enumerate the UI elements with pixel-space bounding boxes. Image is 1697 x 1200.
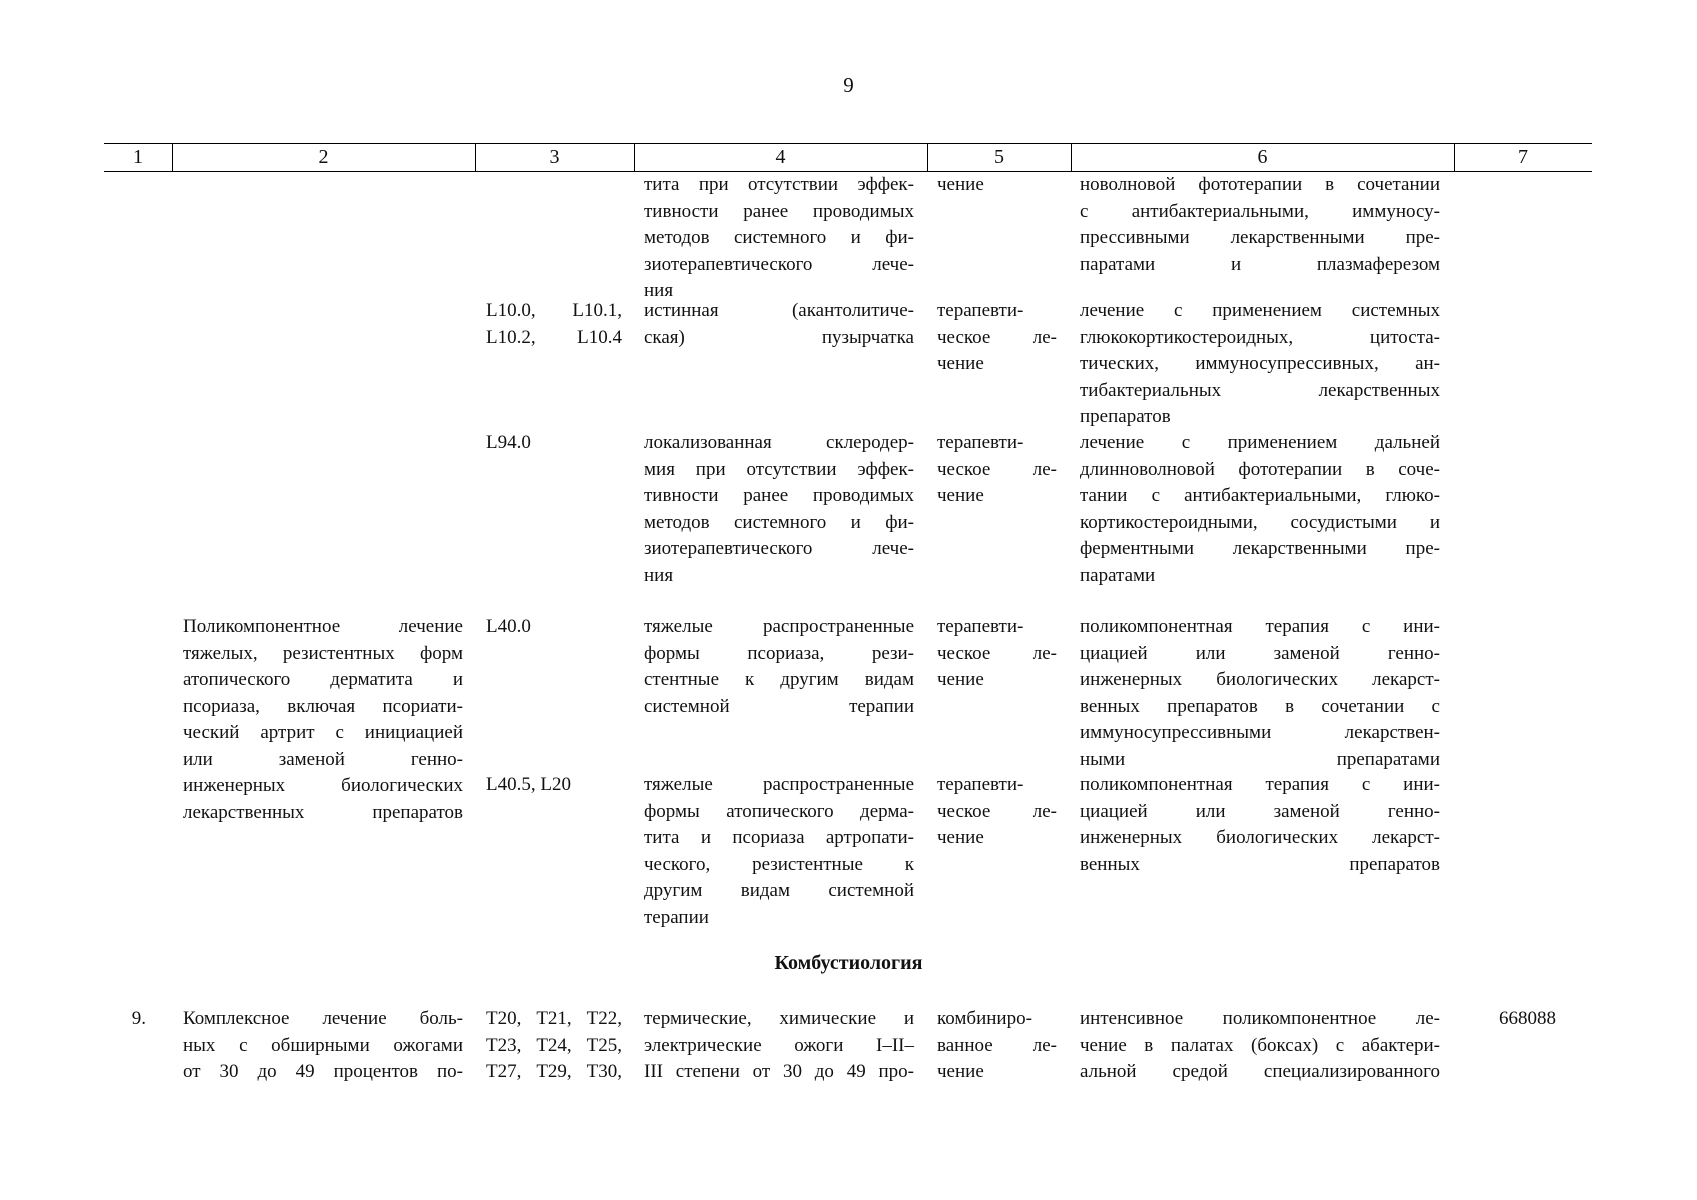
- table-cell-method: поликомпонентная терапия с ини- циацией или заменой генно- инженерных биологических лекарст- венных препаратов: [1080, 774, 1440, 875]
- table-cell-cost: 668088: [1499, 1008, 1556, 1029]
- table-cell-treatment: терапевти- ческое ле- чение: [937, 774, 1057, 848]
- table-cell-codes: T20, T21, T22, T23, T24, T25, T27, T29, T30,: [486, 1008, 622, 1082]
- table-cell-model: локализованная склеродер- мия при отсутствии эффек- тивности ранее проводимых методов системного и фи- зиотерапевтического лече- ния: [644, 432, 914, 586]
- header-col-3: 3: [549, 146, 560, 168]
- header-col-6: 6: [1257, 146, 1268, 168]
- table-cell-model: истинная (акантолитиче- ская) пузырчатка: [644, 300, 914, 348]
- table-cell-model: тяжелые распространенные формы атопического дерма- тита и псориаза артропати- ческого, резистентные к другим видам системной терапии: [644, 774, 914, 928]
- table-cell-model: термические, химические и электрические ожоги I–II– III степени от 30 до 49 про-: [644, 1008, 914, 1082]
- header-col-2: 2: [318, 146, 329, 168]
- table-cell-codes: L94.0: [486, 432, 531, 453]
- table-cell-treatment: терапевти- ческое ле- чение: [937, 432, 1057, 506]
- table-cell-codes: L40.0: [486, 616, 531, 637]
- table-cell-method: поликомпонентная терапия с ини- циацией или заменой генно- инженерных биологических лекарст- венных препаратов в сочетании с иммуносупрессивными лекарствен- ными препаратами: [1080, 616, 1440, 770]
- table-cell-treatment: терапевти- ческое ле- чение: [937, 300, 1057, 374]
- row-number: 9.: [131, 1008, 146, 1029]
- table-cell-treatment: чение: [937, 174, 984, 195]
- header-col-4: 4: [775, 146, 786, 168]
- page-number: 9: [843, 73, 854, 97]
- table-cell-method: интенсивное поликомпонентное ле- чение в палатах (боксах) с абактери- альной средой специализированного: [1080, 1008, 1440, 1082]
- section-title: Комбустиология: [774, 952, 923, 974]
- table-header: [104, 143, 1592, 172]
- table-cell-method: лечение с применением дальней длинноволновой фототерапии в соче- тании с антибактериальными, глюко- кортикостероидными, сосудистыми и ферментными лекарственными пре- паратами: [1080, 432, 1440, 586]
- header-col-5: 5: [994, 146, 1004, 168]
- table-cell-group-name: Поликомпонентное лечение тяжелых, резистентных форм атопического дерматита и псориаза, включая псориати- ческий артрит с инициацией или заменой генно- инженерных биологических лекарственных препаратов: [183, 616, 463, 823]
- table-cell-treatment: комбиниро- ванное ле- чение: [937, 1008, 1057, 1082]
- table-cell-method: новолновой фототерапии в сочетании с антибактериальными, иммуносу- прессивными лекарственными пре- паратами и плазмаферезом: [1080, 174, 1440, 275]
- table-cell-codes: L40.5, L20: [486, 774, 571, 795]
- table-cell-model: тита при отсутствии эффек- тивности ранее проводимых методов системного и фи- зиотерапевтического лече- ния: [644, 174, 914, 301]
- table-cell-treatment: терапевти- ческое ле- чение: [937, 616, 1057, 690]
- table-cell-model: тяжелые распространенные формы псориаза, рези- стентные к другим видам системной терапии: [644, 616, 914, 717]
- table-cell-codes: L10.0, L10.1, L10.2, L10.4: [486, 300, 622, 348]
- table-cell-name: Комплексное лечение боль- ных с обширными ожогами от 30 до 49 процентов по-: [183, 1008, 463, 1082]
- table-cell-method: лечение с применением системных глюкокортикостероидных, цитоста- тических, иммуносупрессивных, ан- тибактериальных лекарственных препаратов: [1080, 300, 1440, 427]
- header-col-7: 7: [1518, 146, 1528, 168]
- header-col-1: 1: [133, 146, 143, 168]
